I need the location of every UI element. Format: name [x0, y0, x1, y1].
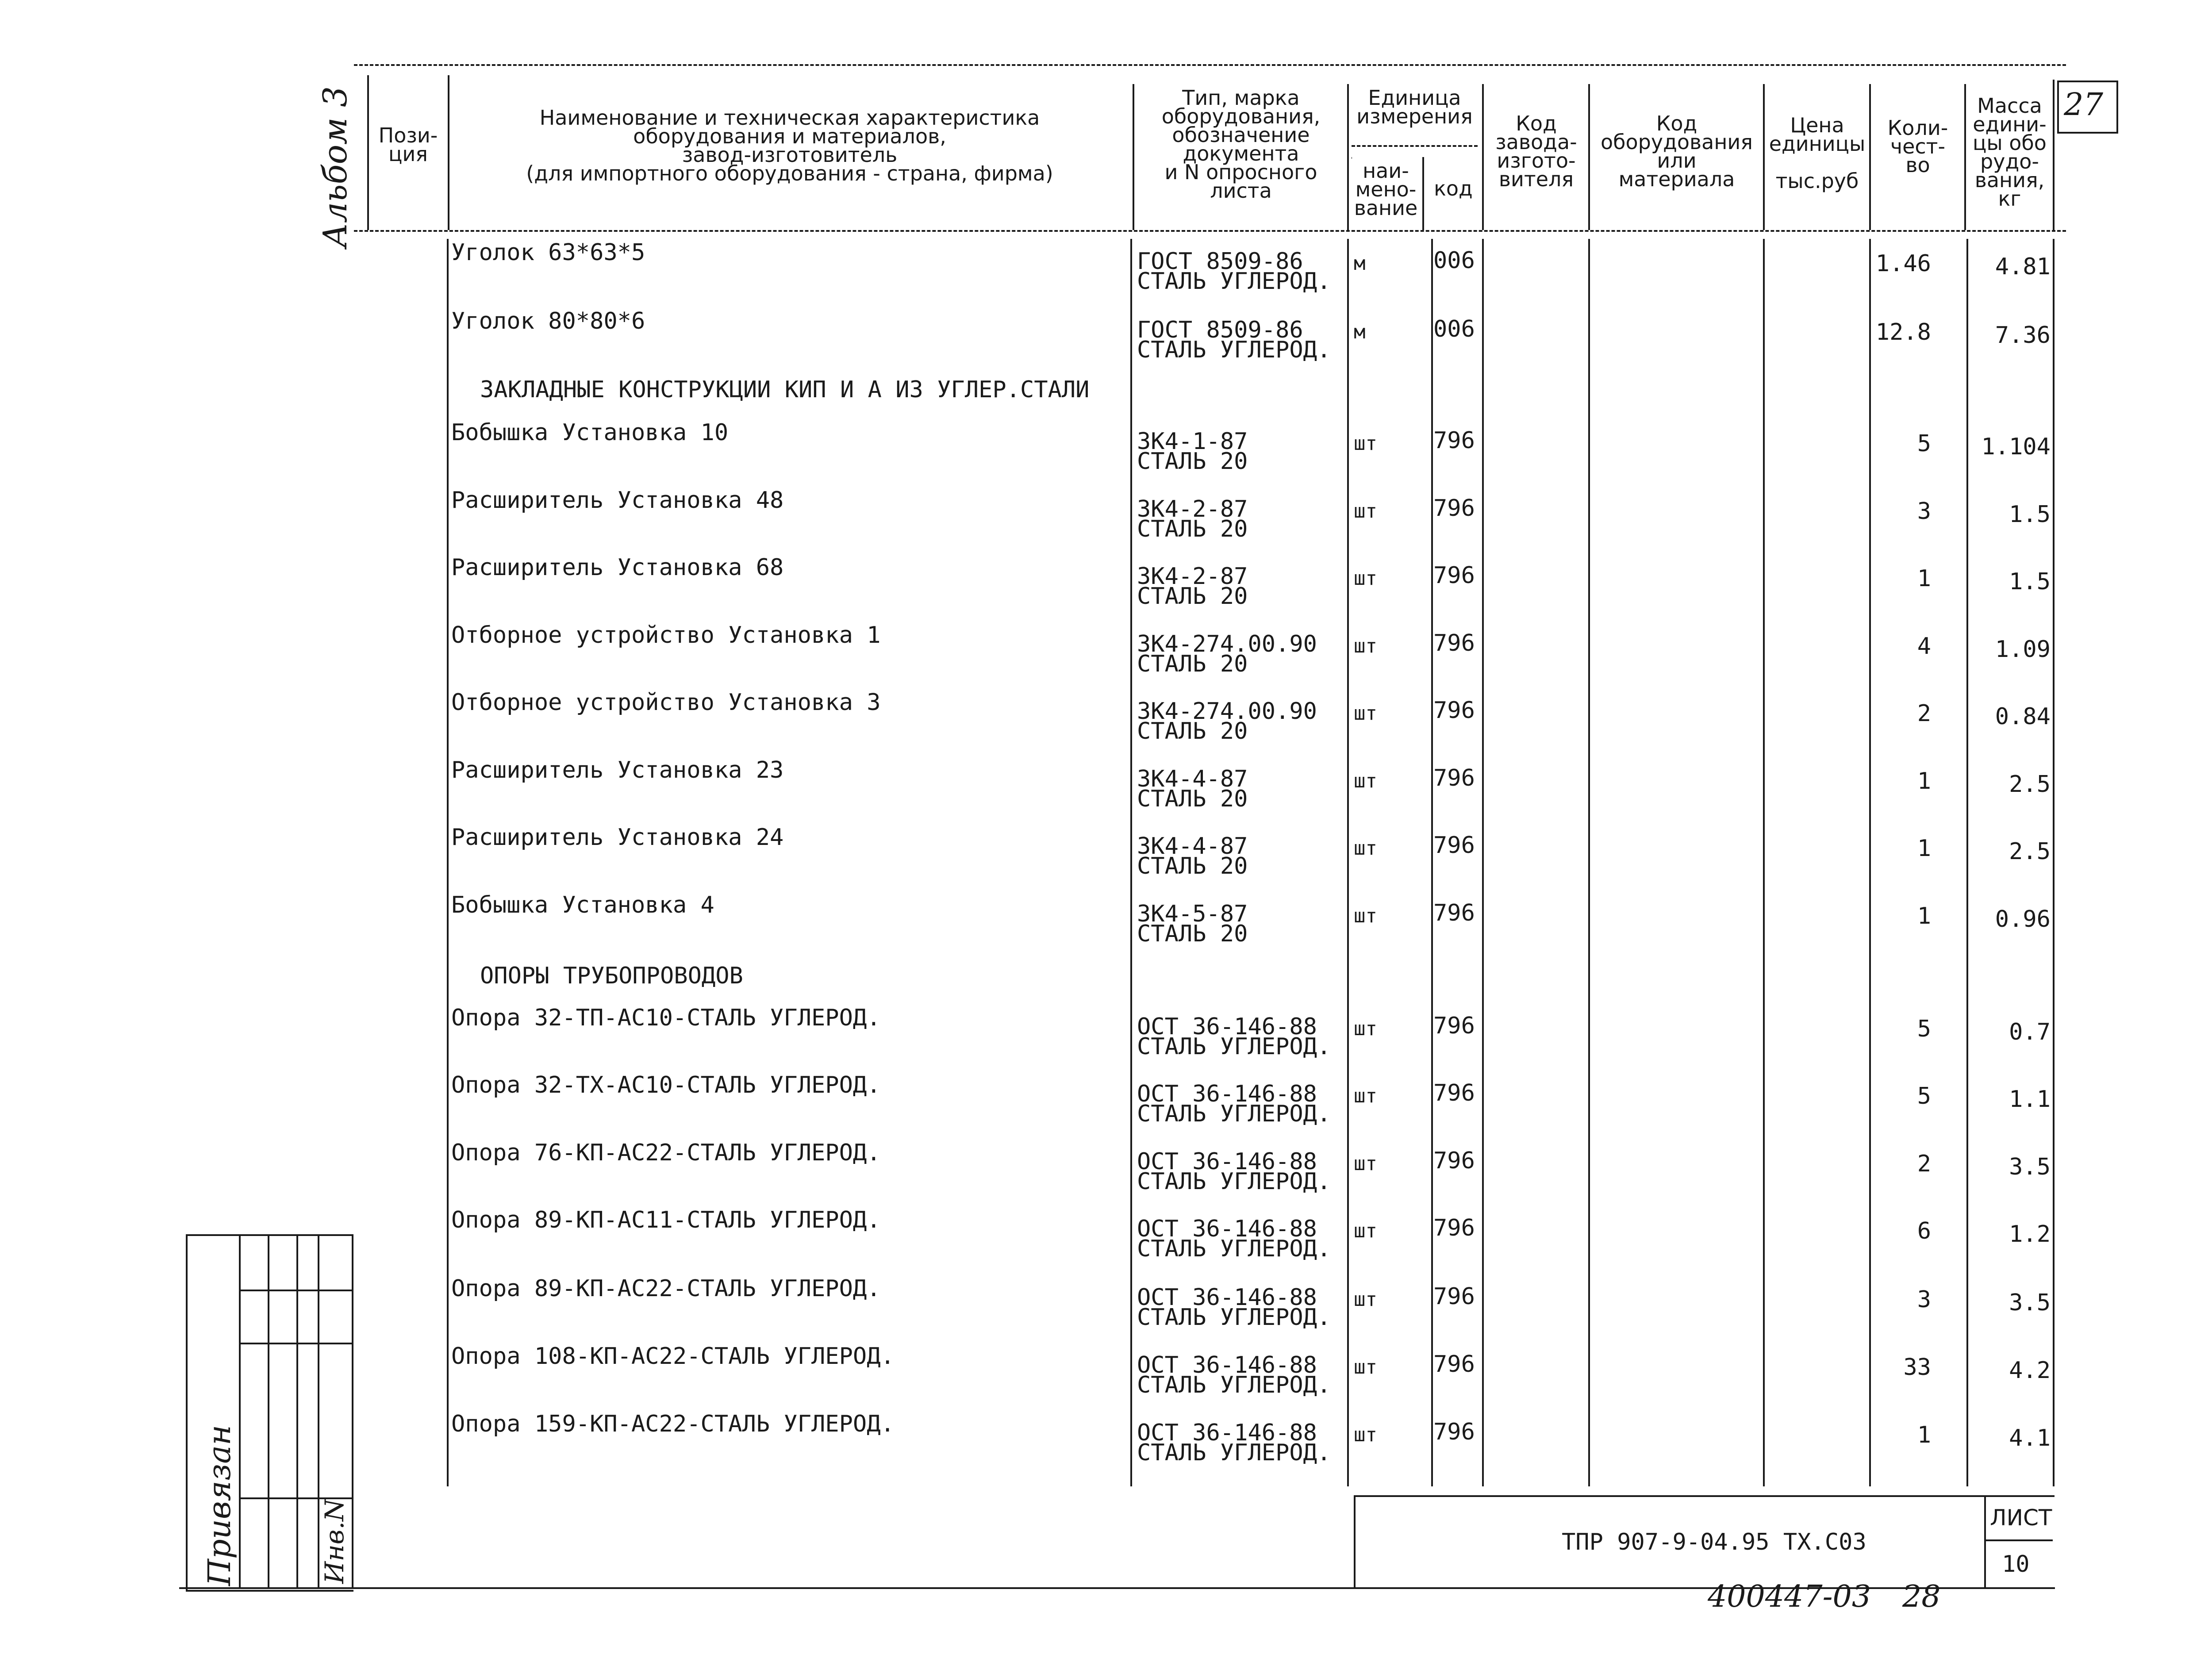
stamp-col-2: [268, 1234, 269, 1588]
item-unit-code: 796: [1433, 1419, 1475, 1445]
col-div-0: [367, 75, 369, 230]
item-type-doc: ОСТ 36-146-88: [1137, 1013, 1317, 1040]
item-name: Опора 32-ТХ-АС10-СТАЛЬ УГЛЕРОД.: [451, 1072, 881, 1098]
item-quantity: 2: [1917, 700, 1931, 727]
item-name: Уголок 80*80*6: [451, 308, 645, 334]
col-div-3b: [1422, 157, 1424, 230]
item-type-doc: ЗК4-2-87: [1137, 496, 1248, 522]
col-div-7: [1869, 84, 1871, 230]
header-unit-group: Единица измерения: [1356, 86, 1473, 128]
item-type-doc: ЗК4-4-87: [1137, 766, 1248, 792]
item-quantity: 5: [1917, 430, 1931, 457]
body-line-right: [2053, 239, 2055, 1486]
stamp-row-1: [239, 1290, 352, 1291]
item-unit: шт: [1354, 1085, 1377, 1107]
item-type-doc: ЗК4-274.00.90: [1137, 698, 1317, 725]
header-type: Тип, марка оборудования, обозначение документа и N опросного листа: [1161, 86, 1321, 203]
section-heading: ЗАКЛАДНЫЕ КОНСТРУКЦИИ КИП И А ИЗ УГЛЕР.СТАЛИ: [480, 376, 1090, 403]
item-mass: 2.5: [2009, 838, 2051, 865]
item-name: Опора 76-КП-АС22-СТАЛЬ УГЛЕРОД.: [451, 1140, 881, 1166]
item-mass: 4.2: [2009, 1357, 2051, 1384]
body-line-type: [1130, 239, 1132, 1486]
item-name: Расширитель Установка 23: [451, 757, 784, 783]
item-unit: м: [1354, 252, 1366, 275]
item-type-material: СТАЛЬ УГЛЕРОД.: [1137, 1372, 1331, 1398]
item-type-doc: ОСТ 36-146-88: [1137, 1081, 1317, 1107]
item-name: Опора 89-КП-АС22-СТАЛЬ УГЛЕРОД.: [451, 1275, 881, 1302]
item-type-material: СТАЛЬ 20: [1137, 448, 1248, 475]
item-unit-code: 796: [1433, 562, 1475, 589]
col-div-5: [1588, 84, 1590, 230]
item-unit: шт: [1354, 635, 1377, 657]
item-unit: шт: [1354, 702, 1377, 725]
item-type-doc: ОСТ 36-146-88: [1137, 1284, 1317, 1311]
item-unit: шт: [1354, 500, 1377, 522]
item-type-doc: ЗК4-4-87: [1137, 833, 1248, 860]
body-line-mfr: [1482, 239, 1484, 1486]
item-unit: шт: [1354, 1288, 1377, 1311]
item-unit: шт: [1354, 1220, 1377, 1242]
item-type-material: СТАЛЬ УГЛЕРОД.: [1137, 337, 1331, 363]
item-quantity: 1: [1917, 835, 1931, 862]
item-mass: 1.2: [2009, 1221, 2051, 1247]
item-name: Отборное устройство Установка 3: [451, 689, 881, 716]
stamp-privyazan: Привязан: [201, 1424, 238, 1586]
item-type-material: СТАЛЬ 20: [1137, 718, 1248, 745]
body-line-code: [1431, 239, 1433, 1486]
stamp-col-5: [352, 1234, 353, 1588]
item-unit-code: 796: [1433, 1215, 1475, 1241]
item-mass: 1.5: [2009, 568, 2051, 595]
item-mass: 0.96: [1995, 906, 2051, 933]
item-type-doc: ЗК4-2-87: [1137, 563, 1248, 590]
section-heading: ОПОРЫ ТРУБОПРОВОДОВ: [480, 963, 743, 989]
item-name: Бобышка Установка 10: [451, 419, 729, 446]
body-line-name-left: [447, 239, 449, 1486]
item-name: Расширитель Установка 24: [451, 824, 784, 851]
item-quantity: 1: [1917, 768, 1931, 795]
header-unit-name: наи- мено- вание: [1354, 159, 1418, 220]
item-unit-code: 796: [1433, 427, 1475, 454]
item-type-material: СТАЛЬ 20: [1137, 921, 1248, 947]
title-block-sheet-row: [1984, 1539, 2053, 1541]
item-name: Опора 108-КП-АС22-СТАЛЬ УГЛЕРОД.: [451, 1343, 895, 1370]
item-unit: шт: [1354, 567, 1377, 590]
body-line-equip: [1588, 239, 1590, 1486]
item-type-material: СТАЛЬ 20: [1137, 853, 1248, 879]
item-type-material: СТАЛЬ УГЛЕРОД.: [1137, 1101, 1331, 1127]
item-unit: шт: [1354, 770, 1377, 792]
item-quantity: 3: [1917, 1286, 1931, 1313]
item-quantity: 4: [1917, 633, 1931, 660]
item-quantity: 1: [1917, 565, 1931, 592]
item-unit: шт: [1354, 837, 1377, 860]
stamp-col-1: [239, 1234, 241, 1588]
item-quantity: 1: [1917, 903, 1931, 929]
header-name: Наименование и техническая характеристика оборудования и материалов, завод-изготовитель (для импортного оборудования - страна, фирма): [526, 106, 1053, 185]
item-quantity: 3: [1917, 498, 1931, 525]
item-type-doc: ГОСТ 8509-86: [1137, 317, 1303, 343]
item-unit-code: 796: [1433, 1080, 1475, 1106]
col-div-6: [1763, 84, 1765, 230]
item-type-doc: ОСТ 36-146-88: [1137, 1352, 1317, 1378]
header-quantity: Коли- чест- во: [1887, 116, 1948, 177]
item-type-material: СТАЛЬ УГЛЕРОД.: [1137, 1439, 1331, 1466]
item-quantity: 5: [1917, 1016, 1931, 1042]
item-name: Опора 159-КП-АС22-СТАЛЬ УГЛЕРОД.: [451, 1411, 895, 1437]
item-unit: шт: [1354, 1152, 1377, 1175]
item-unit: шт: [1354, 1017, 1377, 1040]
item-mass: 1.5: [2009, 501, 2051, 528]
item-quantity: 12.8: [1875, 319, 1931, 345]
stamp-row-2: [239, 1343, 352, 1344]
body-line-unit: [1347, 239, 1349, 1486]
doc-code: ТПР 907-9-04.95 ТХ.С03: [1562, 1529, 1866, 1555]
col-div-1: [448, 75, 449, 230]
col-div-9: [2053, 80, 2055, 230]
header-equipment-code: Код оборудования или материала: [1601, 111, 1753, 191]
stamp-col-3: [296, 1234, 298, 1588]
body-line-mass: [1966, 239, 1968, 1486]
item-quantity: 2: [1917, 1151, 1931, 1177]
footer-page-handwritten: 28: [1902, 1579, 1941, 1614]
col-div-3: [1347, 84, 1349, 230]
item-type-material: СТАЛЬ УГЛЕРОД.: [1137, 1033, 1331, 1060]
item-mass: 1.09: [1995, 636, 2051, 663]
item-name: Бобышка Установка 4: [451, 892, 714, 918]
item-quantity: 5: [1917, 1083, 1931, 1109]
table-top-border: [354, 64, 2066, 66]
item-type-material: СТАЛЬ УГЛЕРОД.: [1137, 268, 1331, 295]
stamp-inv-no: Инв.N: [319, 1499, 349, 1584]
item-type-material: СТАЛЬ 20: [1137, 583, 1248, 610]
col-div-8: [1964, 84, 1966, 230]
item-type-material: СТАЛЬ 20: [1137, 516, 1248, 542]
item-mass: 1.104: [1981, 434, 2051, 460]
item-mass: 3.5: [2009, 1290, 2051, 1316]
body-line-qty: [1869, 239, 1871, 1486]
item-type-material: СТАЛЬ 20: [1137, 651, 1248, 677]
header-unit-code: код: [1434, 177, 1473, 200]
item-unit-code: 796: [1433, 832, 1475, 859]
item-unit: шт: [1354, 905, 1377, 927]
item-unit: шт: [1354, 432, 1377, 455]
item-unit-code: 006: [1433, 247, 1475, 274]
item-name: Отборное устройство Установка 1: [451, 622, 881, 649]
item-unit-code: 796: [1433, 1013, 1475, 1039]
item-name: Опора 32-ТП-АС10-СТАЛЬ УГЛЕРОД.: [451, 1005, 881, 1031]
item-unit-code: 796: [1433, 1351, 1475, 1378]
unit-subdivider: [1352, 145, 1478, 147]
item-quantity: 6: [1917, 1218, 1931, 1244]
item-type-material: СТАЛЬ 20: [1137, 786, 1248, 812]
item-type-doc: ЗК4-274.00.90: [1137, 631, 1317, 657]
item-quantity: 1.46: [1875, 250, 1931, 277]
col-div-2: [1133, 84, 1134, 230]
header-price: Цена единицы тыс.руб: [1769, 113, 1866, 193]
col-div-4: [1482, 84, 1484, 230]
item-unit-code: 796: [1433, 1283, 1475, 1310]
item-type-doc: ОСТ 36-146-88: [1137, 1420, 1317, 1446]
sheet-number: 10: [2002, 1551, 2030, 1578]
item-unit-code: 796: [1433, 697, 1475, 724]
item-type-material: СТАЛЬ УГЛЕРОД.: [1137, 1304, 1331, 1331]
item-unit-code: 006: [1433, 316, 1475, 342]
item-type-material: СТАЛЬ УГЛЕРОД.: [1137, 1236, 1331, 1262]
item-name: Опора 89-КП-АС11-СТАЛЬ УГЛЕРОД.: [451, 1207, 881, 1233]
item-unit-code: 796: [1433, 1148, 1475, 1174]
item-type-material: СТАЛЬ УГЛЕРОД.: [1137, 1168, 1331, 1195]
item-mass: 7.36: [1995, 322, 2051, 349]
item-unit-code: 796: [1433, 765, 1475, 791]
item-name: Расширитель Установка 68: [451, 554, 784, 581]
header-mass: Масса едини- цы обо рудо- вания, кг: [1973, 94, 2047, 211]
item-unit: шт: [1354, 1356, 1377, 1378]
item-type-doc: ЗК4-5-87: [1137, 901, 1248, 927]
item-unit-code: 796: [1433, 630, 1475, 656]
item-unit-code: 796: [1433, 495, 1475, 522]
item-mass: 4.1: [2009, 1425, 2051, 1451]
album-label: Альбом 3: [316, 86, 354, 248]
item-unit-code: 796: [1433, 900, 1475, 926]
item-mass: 0.84: [1995, 703, 2051, 730]
item-mass: 1.1: [2009, 1086, 2051, 1113]
page-number-handwritten: 27: [2064, 86, 2104, 123]
item-mass: 3.5: [2009, 1154, 2051, 1180]
body-line-price: [1763, 239, 1765, 1486]
item-type-doc: ОСТ 36-146-88: [1137, 1148, 1317, 1175]
item-name: Расширитель Установка 48: [451, 487, 784, 514]
header-manufacturer-code: Код завода- изгото- вителя: [1495, 111, 1577, 191]
title-block-sheet-divider: [1984, 1495, 1986, 1587]
item-unit: шт: [1354, 1424, 1377, 1446]
item-mass: 4.81: [1995, 253, 2051, 280]
item-quantity: 33: [1903, 1354, 1931, 1381]
item-mass: 0.7: [2009, 1019, 2051, 1045]
archive-number-handwritten: 400447-03: [1708, 1579, 1871, 1614]
item-type-doc: ОСТ 36-146-88: [1137, 1216, 1317, 1242]
item-type-doc: ЗК4-1-87: [1137, 428, 1248, 455]
sheet-label: ЛИСТ: [1990, 1505, 2052, 1531]
item-name: Уголок 63*63*5: [451, 239, 645, 266]
header-bottom-border: [354, 230, 2066, 232]
item-mass: 2.5: [2009, 771, 2051, 798]
item-unit: м: [1354, 321, 1366, 343]
header-position: Пози- ция: [378, 123, 438, 166]
item-quantity: 1: [1917, 1422, 1931, 1448]
item-type-doc: ГОСТ 8509-86: [1137, 248, 1303, 275]
